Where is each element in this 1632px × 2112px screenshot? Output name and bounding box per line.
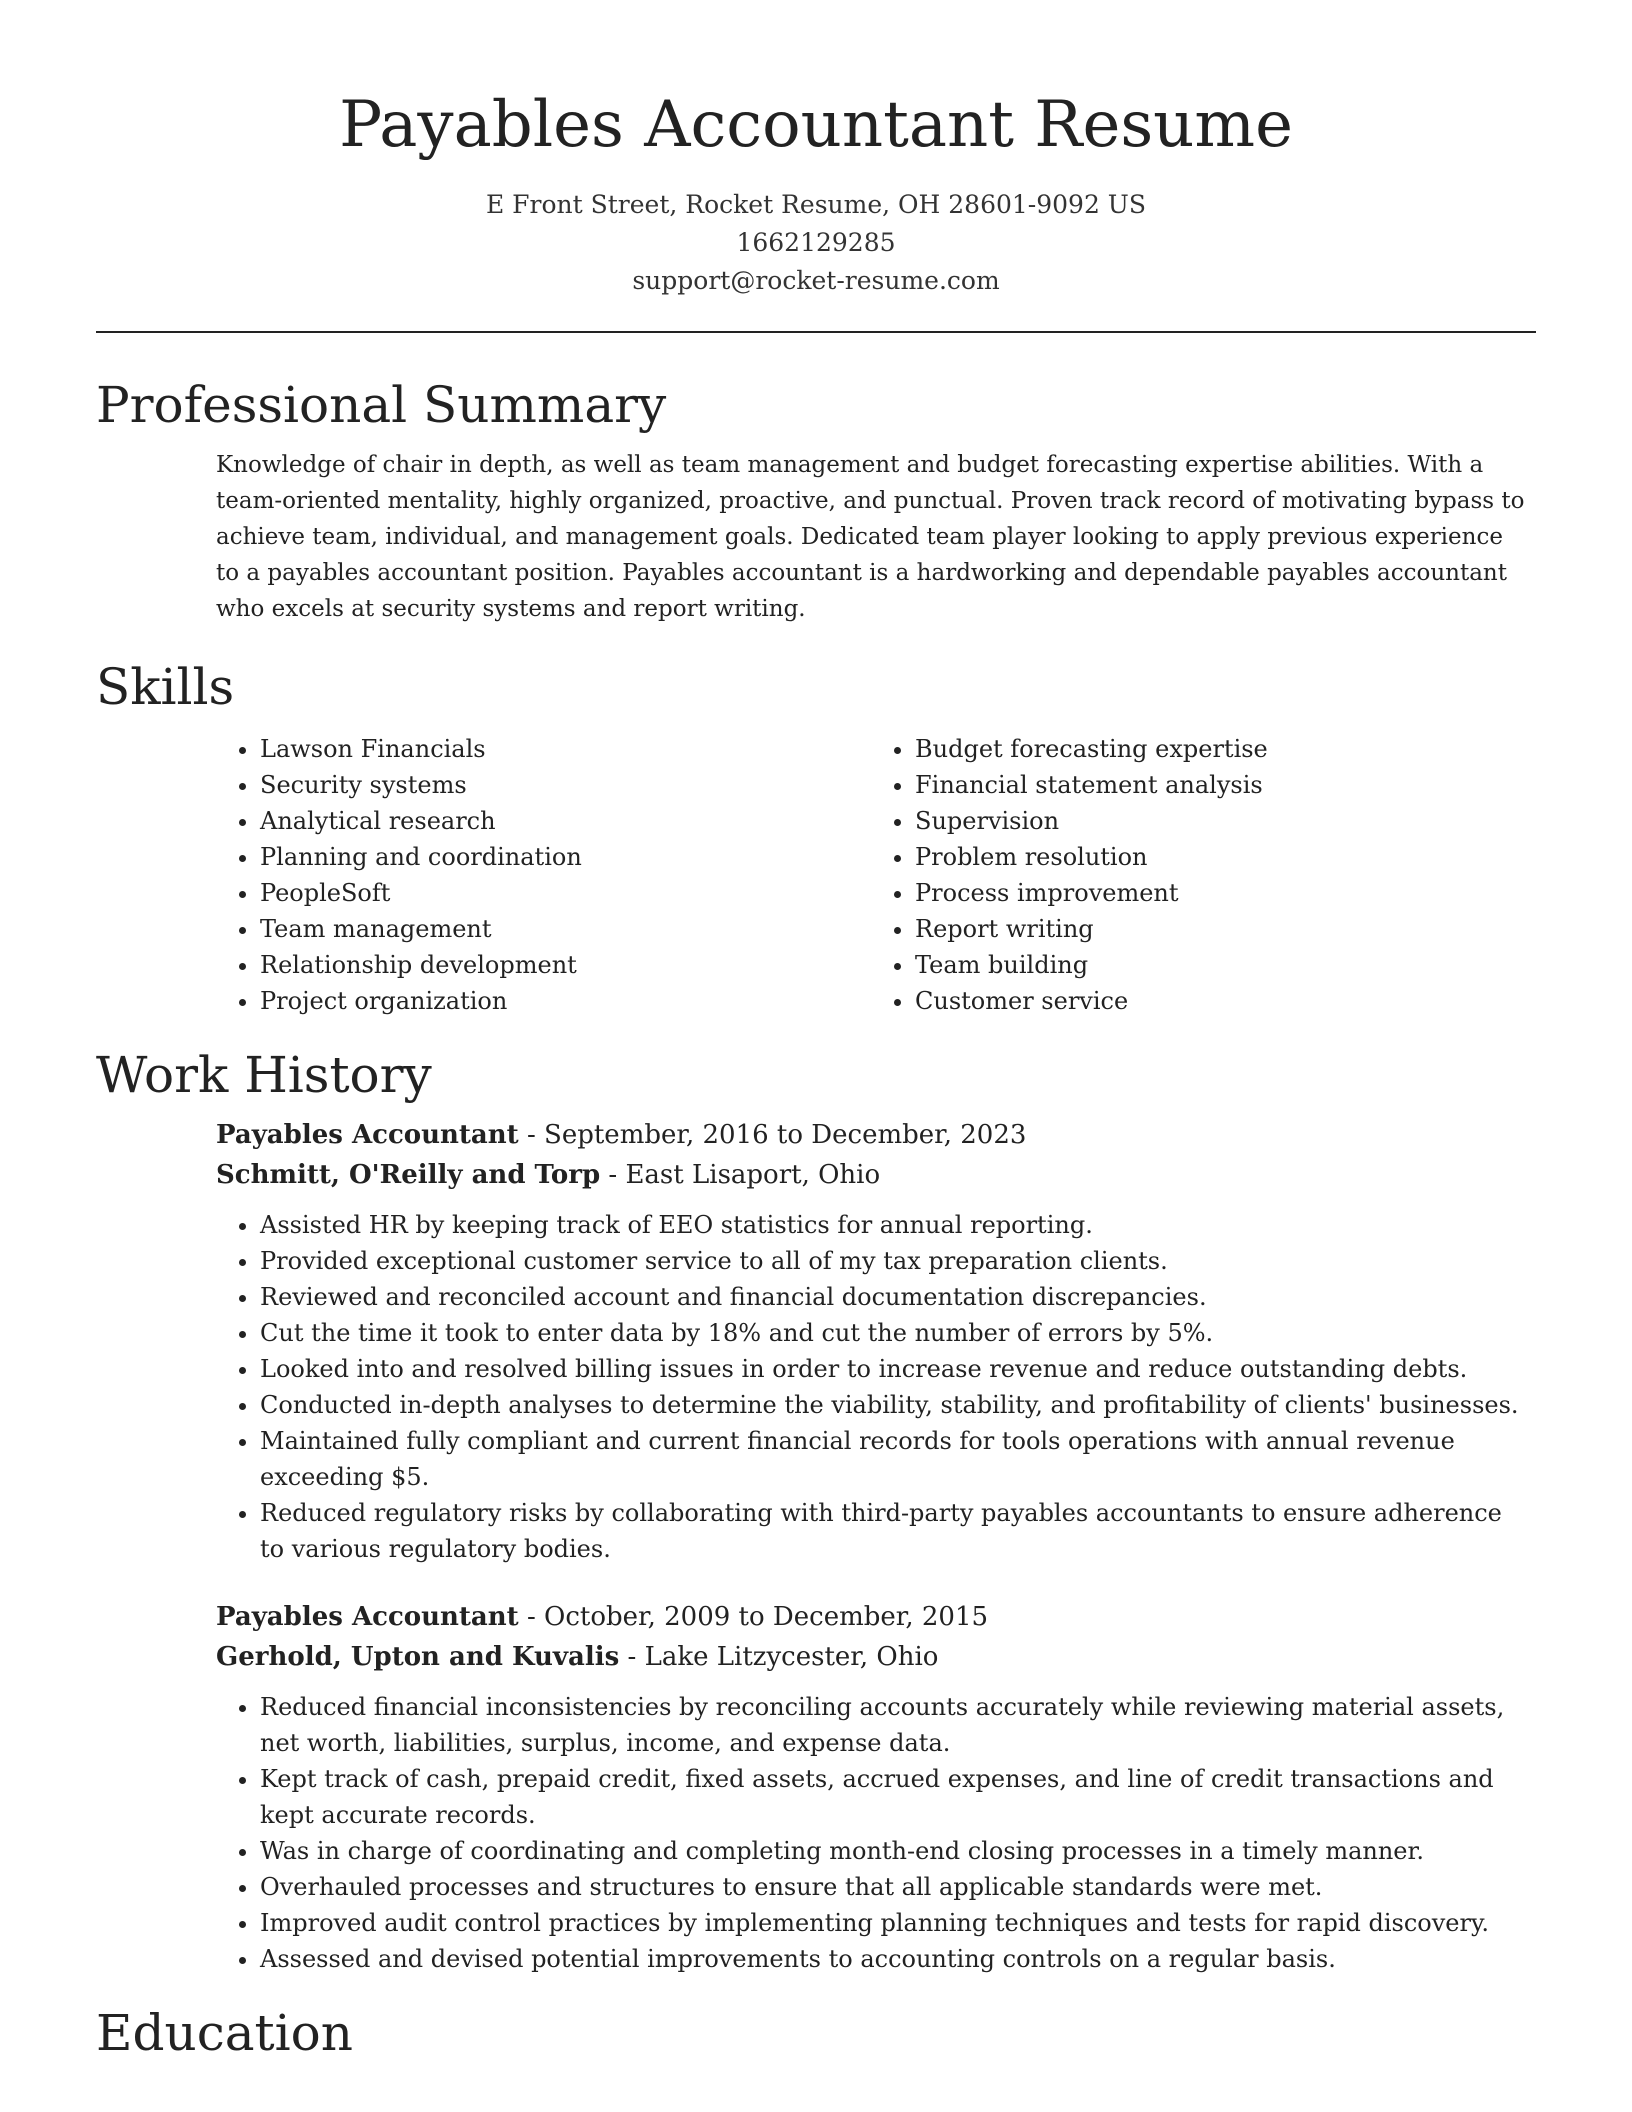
skill-item: • Analytical research xyxy=(260,803,871,839)
contact-email: support@rocket-resume.com xyxy=(632,266,1000,295)
contact-phone: 1662129285 xyxy=(736,228,896,257)
job-bullet: • Improved audit control practices by implementing planning techniques and tests for rapid discovery. xyxy=(260,1905,1526,1941)
job-bullet: • Maintained fully compliant and current financial records for tools operations with annual revenue exceeding $5. xyxy=(260,1423,1526,1495)
job-bullet: • Assessed and devised potential improvements to accounting controls on a regular basis. xyxy=(260,1941,1526,1977)
skill-item: • Financial statement analysis xyxy=(915,767,1526,803)
skill-item: • PeopleSoft xyxy=(260,875,871,911)
resume-page xyxy=(96,0,1536,2065)
job-title-line xyxy=(216,1115,1526,1155)
resume-title: Payables Accountant Resume xyxy=(339,88,1293,162)
job-dates: - October, 2009 to December, 2015 xyxy=(518,1602,989,1632)
skill-item: • Team building xyxy=(915,947,1526,983)
job-bullet: • Kept track of cash, prepaid credit, fixed assets, accrued expenses, and line of credit transactions and kept accurate records. xyxy=(260,1761,1526,1833)
job-company-line xyxy=(216,1637,1526,1677)
job-bullet: • Reduced regulatory risks by collaborating with third-party payables accountants to ensure adherence to various regulatory bodies. xyxy=(260,1495,1526,1567)
skills-heading: Skills xyxy=(96,658,235,716)
job-bullet: • Conducted in-depth analyses to determine the viability, stability, and profitability of clients' businesses. xyxy=(260,1387,1526,1423)
job-bullet: • Was in charge of coordinating and completing month-end closing processes in a timely manner. xyxy=(260,1833,1526,1869)
job-bullets xyxy=(216,1689,1526,1977)
job-bullet: • Provided exceptional customer service to all of my tax preparation clients. xyxy=(260,1243,1526,1279)
education-heading: Education xyxy=(96,2004,353,2062)
work-history-heading: Work History xyxy=(96,1046,432,1104)
skill-item: • Lawson Financials xyxy=(260,731,871,767)
job-title: Payables Accountant xyxy=(216,1602,519,1632)
contact-address: E Front Street, Rocket Resume, OH 28601-9092 US xyxy=(485,190,1147,219)
skill-item: • Security systems xyxy=(260,767,871,803)
skills-column-left xyxy=(216,731,871,1019)
job-bullet: • Overhauled processes and structures to ensure that all applicable standards were met. xyxy=(260,1869,1526,1905)
job-location: - East Lisaport, Ohio xyxy=(600,1160,881,1190)
skill-item: • Supervision xyxy=(915,803,1526,839)
skill-item: • Team management xyxy=(260,911,871,947)
skill-item: • Problem resolution xyxy=(915,839,1526,875)
skill-item: • Customer service xyxy=(915,983,1526,1019)
job-title-line xyxy=(216,1597,1526,1637)
job-company: Schmitt, O'Reilly and Torp xyxy=(216,1160,601,1190)
job-dates: - September, 2016 to December, 2023 xyxy=(518,1120,1027,1150)
skill-item: • Planning and coordination xyxy=(260,839,871,875)
job-bullet: • Cut the time it took to enter data by 18% and cut the number of errors by 5%. xyxy=(260,1315,1526,1351)
contact-block xyxy=(96,186,1536,300)
skill-item: • Budget forecasting expertise xyxy=(915,731,1526,767)
skills-column-right xyxy=(871,731,1526,1019)
job-bullet: • Assisted HR by keeping track of EEO statistics for annual reporting. xyxy=(260,1207,1526,1243)
job-bullet: • Looked into and resolved billing issues in order to increase revenue and reduce outstanding debts. xyxy=(260,1351,1526,1387)
skill-item: • Project organization xyxy=(260,983,871,1019)
skill-item: • Relationship development xyxy=(260,947,871,983)
job-location: - Lake Litzycester, Ohio xyxy=(619,1642,939,1672)
job-bullet: • Reduced financial inconsistencies by reconciling accounts accurately while reviewing material assets, net worth, liabilities, surplus, income, and expense data. xyxy=(260,1689,1526,1761)
summary-heading: Professional Summary xyxy=(96,376,667,434)
job-company: Gerhold, Upton and Kuvalis xyxy=(216,1642,620,1672)
header-divider xyxy=(96,331,1536,333)
summary-text: Knowledge of chair in depth, as well as team management and budget forecasting expertise abilities. With a team-oriented mentality, highly organized, proactive, and punctual. Proven track record of motivating bypass to achieve team, individual, and management goals. Dedicated team player looking to apply previous experience to a payables accountant position. Payables accountant is a hardworking and dependable payables accountant who excels at security systems and report writing. xyxy=(216,452,1525,622)
job-entry xyxy=(216,1115,1526,1567)
job-company-line xyxy=(216,1155,1526,1195)
skills-list xyxy=(216,731,1526,1019)
job-entry xyxy=(216,1597,1526,1977)
skill-item: • Process improvement xyxy=(915,875,1526,911)
skill-item: • Report writing xyxy=(915,911,1526,947)
job-bullets xyxy=(216,1207,1526,1567)
job-title: Payables Accountant xyxy=(216,1120,519,1150)
job-bullet: • Reviewed and reconciled account and financial documentation discrepancies. xyxy=(260,1279,1526,1315)
